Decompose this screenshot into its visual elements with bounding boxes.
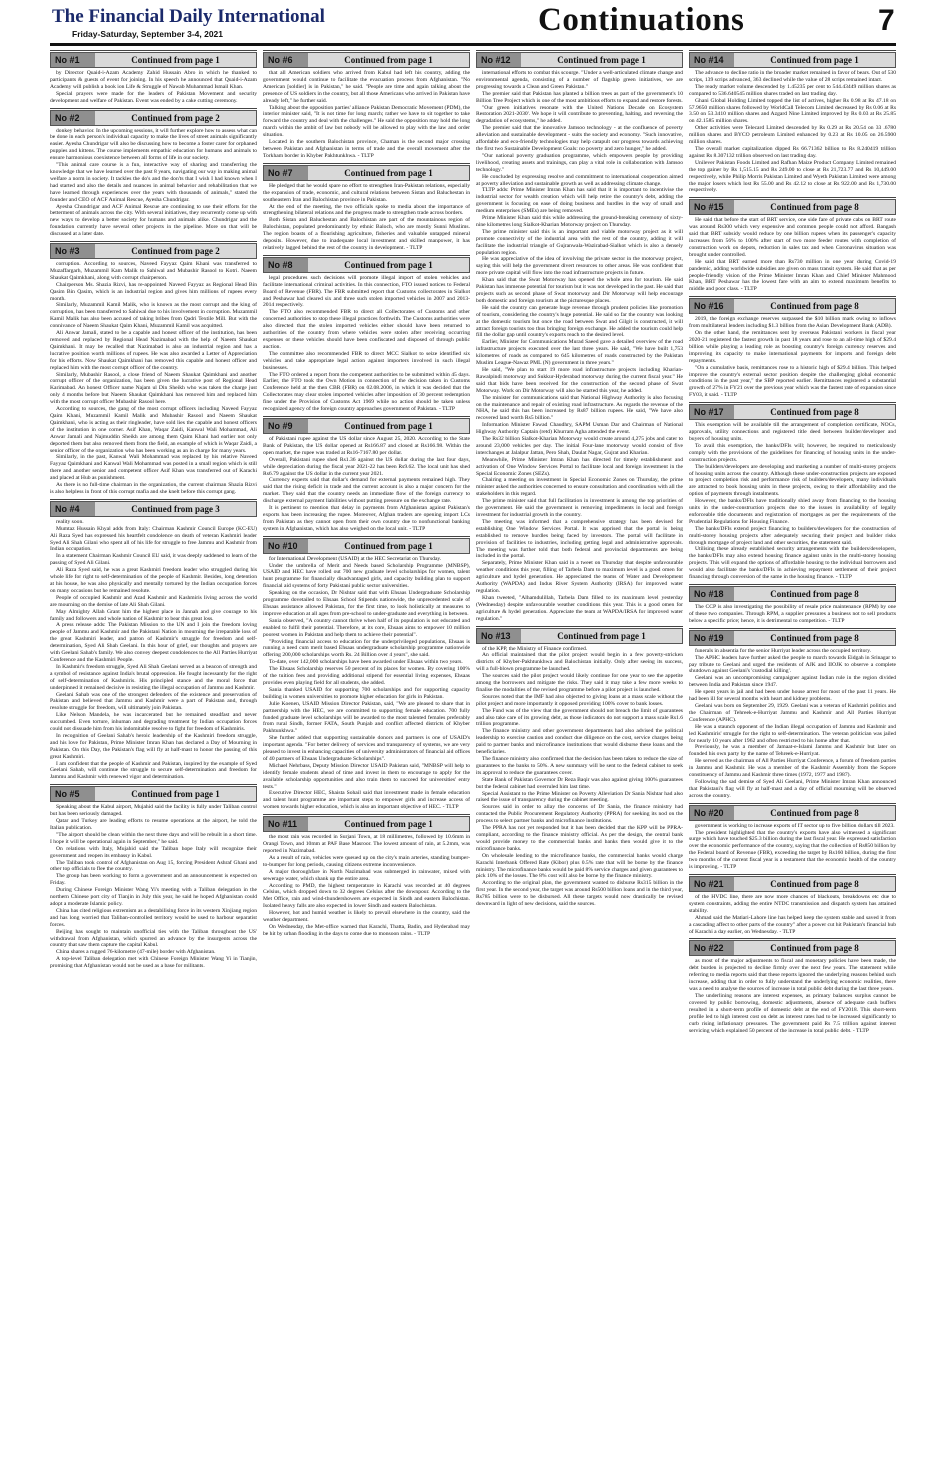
article-paragraph: Talking about the opposition parties' alliance Pakistan Democratic Movement (PDM), the interior minister said, "It is not time for long march; rather we have to sit together to take forward the country and deal with the challenges." He said the opposition may hold the long march within the ambit of law but nobody will be allowed to play with the law and order situation. [263,104,470,139]
article-paragraph: Chairperson Ms. Shazia Rizvi, has re-appointed Naveed Fayyaz as Regional Head Bin Qasim Bin Qasim, which is an industrial region and gives him millions of rupees every month. [50,281,257,302]
continuation-article [689,197,896,293]
article-paragraph: Other activities were Telecard Limited descended by Rs 0.29 at Rs 20.54 on 33 .6780 million shares and BYCO petroleum Limited enhanced by 0.23 at Rs 10.05 on 26.5900 million shares. [689,125,896,146]
article-paragraph: The committee also recommended FBR to direct MCC Sialkot to seize identified six vehicles and take appropriate legal action against importers involved in such illegal businesses. [263,350,470,371]
article-header [689,630,896,646]
continuation-article [689,296,896,399]
article-paragraph: The finance ministry also confirmed that the decision has been taken to reduce the size of guarantees to the banks to 50%. A new summary will be sent to the federal cabinet to seek its approval to reduce the guarantees cover. [476,756,683,776]
article-paragraph: On wholesale lending to the microfinance banks, the commercial banks would charge Karachi Interbank Offered Rate (Kibor) plus 0.5% rate that will be borne by the finance ministry. The microfinance banks would be paid 8% service charges and given guarantees to pick 10% of the losses. The 8% cost will also be borne by the finance ministry. [476,852,683,880]
continued-from-label: Continued from page 1 [521,53,682,67]
article-paragraph: He spent years in jail and had been under house arrest for most of the past 11 years. He had been ill for several months with heart and kidney problems. [689,689,896,703]
article-paragraph: People of occupied Kashmir and Azad Kashmir and Kashmiris living across the world are mourning on the demise of late Ali Shah Gilani. [50,594,257,608]
article-paragraph: Ahmad said the Matiari-Lahore line has helped keep the system stable and saved it from a cascading affect to other parts of the country" after a power cut hit Pakistan's financial hub of Karachi a day earlier, on Wednesday. - TLTP [689,914,896,935]
article-paragraph: Special prayers were made for the leaders of Pakistan Movement and security development and welfare of Pakistan. Event was ended by a cake cutting ceremony. [50,90,257,104]
article-body [263,70,470,160]
article-paragraph: This exemption will be available till the arrangement of completion certificate, NOCs, approvals, utility connections and registered title deed between builder/developer and buyers of housing units. [689,422,896,442]
article-paragraph: On the other hand, the remittances sent by overseas Pakistani workers in fiscal year 2020-21 registered the fastest growth in past 18 years and rose to an all-time high of $29.4 billion while playing a leading role as boosting country's foreign currency reserves and improving its capacity to make international payments for imports and foreign debt repayments. [689,330,896,364]
article-columns [50,50,896,1458]
article-header [689,586,896,602]
continued-from-label: Continued from page 8 [734,299,895,313]
article-paragraph: The PPRA has not yet responded but it has been decided that the KPP will be PPRA-compliant, according to the finance ministry official. As per the design, the central bank would provide money to the commercial banks and banks then would give it to the microfinance banks. [476,825,683,852]
article-body [50,519,257,781]
continuation-article [689,874,896,935]
article-paragraph: A top-level Taliban delegation met with Chinese Foreign Minister Wang Yi in Tianjin, promising that Afghanistan would not be used as a base for militants. [50,956,257,970]
article-paragraph: A press release adds: The Pakistan Mission to the UN and I join the freedom loving people of Jammu and Kashmir and the Pakistani Nation in mourning the irreparable loss of the great Kashmiri leader, and patron of Kashmir's struggle for freedom and self-determination, Syed Ali Shah Geelani. In this hour of grief, our thoughts and prayers are with Geelani Sahab's family. We also convey deepest condolences to the All Parties Hurriyat Conference and the Kashmiri People. [50,622,257,663]
article-paragraph: He said that BRT earned more than Rs730 million in one year during Covid-19 pandemic, adding worldwide subsidies are given on mass transit system. He said that as per people-friendly vision of the Prime Minister Imran Khan and Chief Minister Mahmood Khan, BRT Peshawar has the lowest fare with an aim to extend maximum benefits to middle and poor class. - TLTP [689,258,896,293]
article-body [689,604,896,625]
article-header [50,501,257,517]
article-paragraph: The FTO also recommended FBR to direct all Collectorates of Customs and other concerned authorities to stop these illegal practices forthwith. The Customs authorities were also directed that the stolen imported vehicles either should have been returned to authorities of the country from where vehicles were stolen after receiving occurring expenses or these vehicles should have been confiscated and disposed of through public auction. [263,309,470,350]
continuation-article [50,108,257,239]
article-paragraph: "Our green initiatives resonate with the United Nations Decade on Ecosystem Restoration 2021-2030'. We hope it will contribute to preventing, halting, and reversing the degradation of ecosystems," he added. [476,104,683,125]
article-paragraph: The minister for communications said that National Highway Authority is also focusing on the maintenance and repair of existing road infrastructure. As regards the revenue of the NHA, he said this has been increased by Rs87 billion rupees. He said, "We have also recovered land worth Rs5 billion." [476,394,683,422]
article-paragraph: Utilising these already established security arrangements with the builders/developers, the banks/DFIs may also extend housing finance against units in the multi-storey housing projects. This will expand the options of affordable housing to the individual borrowers and would also facilitate the banks/DFIs in achieving repayment settlement of their project financing through conversion of the same in the housing finance. - TLTP [689,546,896,581]
article-paragraph: legal procedures such decisions will promote illegal import of stolen vehicles and facilitate international criminal activities. In this connection, FTO issued notices to Federal Board of Revenue (FBR). The FBR submitted report that Customs collectorates in Sialkot and Peshawar had cleared six and three such stolen imported vehicles in 2007 and 2013-2014 respectively. [263,274,470,309]
continued-from-label: Continued from page 8 [734,877,895,891]
article-paragraph: Prime Minister Khan said this while addressing the ground-breaking ceremony of sixty-nine kilometres long Sialkot-Kharian Motorway project on Thursday. [476,215,683,228]
article-paragraph: He concluded by expressing resolve and commitment to international cooperation aimed at poverty alleviation and sustainable growth as well as addressing climate change. [476,173,683,187]
article-number: No #17 [690,405,734,419]
article-header [263,816,470,832]
article-paragraph: "The airport should be clean within the next three days and will be rebuilt in a short time. I hope it will be operational again in September," he said. [50,831,257,845]
continued-from-label: Continued from page 8 [734,200,895,214]
article-paragraph: However, hot and humid weather is likely to prevail elsewhere in the country, said the weather department. [263,910,470,924]
article-paragraph: Information Minister Fawad Chaudhry, SAPM Usman Dar and Chairman of National Highway Authority Captain (retd) Khurram Agha attended the event. [476,422,683,436]
continued-from-label: Continued from page 8 [734,806,895,820]
article-paragraph: the most rain was recorded in Surjani Town, at 18 millimetres, followed by 10.6mm in Orangi Town, and 10mm at PAF Base Masroor. The lowest amount of rain, at 5.2mm, was reported in Nazimabad. [263,834,470,854]
article-paragraph: Like Nelson Mandela, he was incarcerated but he remained steadfast and never succumbed. Even torture, inhuman and degrading treatment by Indian occupation forces could not dissuade him from his indomitable resolve to fight for freedom of Kashmiris. [50,712,257,733]
article-paragraph: On relations with Italy, Mujahid said the Taliban hope Italy will recognize their government and reopen its embassy in Kabul. [50,845,257,859]
article-paragraph: I am confident that the people of Kashmir and Pakistan, inspired by the example of Syed Geelani Sahab, will continue the struggle to secure self-determination and freedom for Jammu and Kashmir with renewed vigor and determination. [50,760,257,781]
article-paragraph: Meanwhile, Prime Minister Imran Khan has directed for timely establishment and activation of One Window Services Portal to facilitate local and foreign investment in the Special Economic Zones (SEZs). [476,456,683,477]
article-header [476,628,683,644]
article-body [476,70,683,623]
article-number: No #7 [264,166,308,180]
continuation-article [689,938,896,1034]
article-paragraph: Under the umbrella of Merit and Needs based Scholarship Programme (MNBSP), USAID and HEC have rolled out 700 new graduate level scholarships for women, talent hunt programme for financially disadvantaged girls, and capacity building plan to support financial aid systems of forty Pakistani public sector universities. [263,562,470,590]
continuation-article [689,402,896,581]
article-paragraph: Khan said that the Swat Motorway has opened the whole area for tourism. He said Pakistan has immense potential for tourism but it was not developed in the past. He said that projects such as second phase of Swat motorway and Dir Motorway will help encourage both domestic and foreign tourism at the picturesque places. [476,277,683,304]
article-paragraph: On Wednesday, the Met-office warned that Karachi, Thatta, Badin, and Hyderabad may be hit by urban flooding in the days to come due to monsoon rains. - TLTP [263,923,470,937]
article-paragraph: Michael Nehrbass, Deputy Mission Director USAID Pakistan said, "MNBSP will help to identify female students ahead of time and invest in them to encourage to apply for the available scholarship opportunities and also train them to succeed for universities' entry tests." [263,762,470,790]
continued-from-label: Continued from page 1 [308,258,469,272]
article-number: No #18 [690,587,734,601]
article-paragraph: Chairing a meeting on investment in Special Economic Zones on Thursday, the prime minister asked the authorities concerned to ensure consultation and coordination with all the stakeholders in this regard. [476,477,683,498]
article-number: No #20 [690,806,734,820]
article-number: No #14 [690,53,734,67]
article-header [50,243,257,259]
article-header [50,786,257,802]
article-paragraph: Sania observed, "A country cannot thrive when half of its population is not educated and enabled to fulfil their potential. Therefore, at its core, Ehsaas aims to empower 10 million poorest women in Pakistan and help them to achieve their potential". [263,617,470,638]
article-paragraph: China shares a rugged 76-kilometre (47-mile) border with Afghanistan. [56,949,216,956]
article-paragraph: Both Sistan and Baluchestan and Balochistan are part of the mountainous region of Balochistan, populated predominantly by ethnic Baloch, who are mostly Sunni Muslims. The region boasts of a flourishing agriculture, fisheries and valuable untapped mineral deposits. However, due to inadequate local investment and skilled manpower, it has relatively lagged behind the rest of the country in development. - TLTP [263,217,470,251]
article-paragraph: Separately, Prime Minister Khan said in a tweet on Thursday that despite unfavourable weather conditions this year, filling of Tarbela Dam to maximum level is a good omen for agriculture and hydel generation. He appreciated the teams of Water and Development Authority (WAPDA) and Indus River System Authority (IRSA) for improved water regulation. [476,560,683,594]
article-paragraph: Ghani Global Holding Limited topped the list of actives, higher Rs 0.98 at Rs 47.18 on 57.9650 million shares followed by WorldCall Telecom Limited decreased by Rs 0.06 at Rs 3.50 on 53.3410 million shares and Azgard Nine Limited improved by Rs 0.03 at Rs 25.85 on 42.1585 million shares. [689,97,896,125]
article-body [50,804,257,970]
article-paragraph: Ali Raza Syed said, he was a great Kashmiri freedom leader who struggled during his whole life for right to self-determination of the people of Kashmir. Besides, long detention at his house, he was also physically and mentally tortured by the Indian occupation forces on many occasions but he remained resolute. [50,567,257,594]
continuation-article [476,626,683,908]
article-paragraph: as most of the major adjustments to fiscal and monetary policies have been made, the debt burden is projected to decline firmly over the next few years. The statement while referring to media reports said that these reports ignored the underlying reasons behind such increase, adding that in order to fully understand the underlying economic realities, there was a need to analyse the sources of increase in total public debt during the last three years. [689,958,896,993]
article-paragraph: government is working to increase exports of IT sector up to five billion dollars till 2023. [695,822,895,829]
article-body [50,70,257,105]
article-number: No #11 [264,817,308,831]
continued-from-label: Continued from page 1 [308,53,469,67]
article-paragraph: Speaking on the occasion, Dr Nishtar said that with Ehsaas Undergraduate Scholarship programme dovetailed to Ehsaas School Stipends nationwide, the unprecedented scale of Ehsaas assistance allowed Pakistan, for the first time, to look holistically at measures to improve education at all ages from pre-school to under-graduate and everything in between. [263,590,470,617]
article-paragraph: The FTO ordered a report from the competent authorities to be submitted within 45 days. Earlier, the FTO took the Own Motion in connection of the decision taken in Customs Conference held at the then CBR (FBR) on 02.08.2006, in which it was decided that the Collectorates may clear stolen imported vehicles after imposition of 30 percent redemption fine under the Provision of Customs Act 1969 while no action should be taken unless recognized agency of the foreign country approaches government of Pakistan. - TLTP [263,371,470,413]
article-paragraph: He said, "We plan to start 19 more road infrastructure projects including Kharian-Rawalpindi motorway and Sukkur-Hyderabad motorway during the current fiscal year." He said that bids have been received for the construction of the second phase of Swat Motorway. Work on Dir Motorway will also be started this year, he added. [476,366,683,394]
article-paragraph: During Chinese Foreign Minister Wang Yi's meeting with a Taliban delegation in the northern Chinese port city of Tianjin in July this year, he said he hoped Afghanistan could adopt a moderate Islamic policy. [50,887,257,907]
article-body [263,275,470,413]
continuation-article [50,499,257,781]
article-paragraph: "Providing financial access to education for the underprivileged populations, Ehsaas is running a need cum merit based Ehsaas undergraduate scholarship programme nationwide offering 200,000 scholarships worth Rs. 24 Billion over 4 years", she said. [263,638,470,659]
article-body [689,316,896,399]
article-paragraph: The Ehsaas Scholarship reserves 50 percent of its places for women. By covering 100% of the tuition fees and providing additional stipend for essential living expenses, Ehsaas provides even playing field for all students, she added. [263,666,470,686]
article-paragraph: The Taliban took control of Afghanistan on Aug 15, forcing President Ashraf Ghani and other top officials to flee the country. [50,859,257,873]
column-1 [50,50,257,1458]
article-paragraph: As a result of rain, vehicles were queued up on the city's main arteries, standing bumper-to-bumper for long periods, causing citizens extreme inconvenience. [263,854,470,868]
article-paragraph: "On a cumulative basis, remittances rose to a historic high of $29.4 billion. This helped improve the country's external sector position despite the challenging global economic conditions in the past year," the SBP reported earlier. Remittances registered a substantial growth of 27% in FY21 over the previous year which was the fastest rate of expansion since FY03, it said. - TLTP [689,364,896,399]
article-paragraph: China has cited religious extremism as a destabilising force in its western Xinjiang region and has long worried that Taliban-controlled territory would be used to harbour separatist forces. [50,907,257,928]
article-paragraph: According to the original plan, the government wanted to disburse Rs315 billion in the first year. In the second year, the target was around Rs500 billion loans and in the third year, Rs785 billion were to be disbursed. All these targets would now drastically be revised downward in light of new decisions, said the sources. [476,880,683,908]
article-paragraph: The sources said the pilot project would likely continue for one year to see the appetite among the borrowers and mitigate the risks. They said it may take a few more weeks to finalise the modalities of the revised programme before a pilot project is launched. [476,673,683,693]
continuation-article [476,50,683,623]
column-2 [263,50,470,1458]
article-body [689,823,896,871]
article-number: No #15 [690,200,734,214]
article-paragraph: The Rs32 billion Sialkot-Kharian Motorway would create around 4,275 jobs and cater to around 23,000 vehicles per day. The initial Four-lane motorway would consist of five interchanges at Jalalpur Jattan, Pero Shah, Daulat Nagar, Gujrat and Kharian. [476,436,683,456]
article-paragraph: funerals in absentia for the senior Hurriyat leader across the occupied territory. [695,647,872,654]
article-paragraph: 2019, the foreign exchange reserves surpassed the $10 billion mark owing to inflows from multilateral lenders including $1.3 billion from the Asian Development Bank (ADB). [689,316,896,330]
continuation-article [50,50,257,105]
continuation-article [263,814,470,938]
article-header [689,876,896,892]
column-3 [476,50,683,1458]
article-number: No #5 [51,787,95,801]
continued-from-label: Continued from page 1 [308,166,469,180]
article-paragraph: She further added that supporting sustainable donors and partners is one of USAID's important agenda. "For better delivery of services and transparency of systems, we are very pleased to invest in enhancing capacities of university administrators of financial aid offices of 40 partners of Ehsaas Undergraduate Scholarships". [263,735,470,762]
article-paragraph: Julie Koenen, USAID Mission Director Pakistan, said, "We are pleased to share that in partnership with the HEC, we are committed to supporting female education. 700 fully funded graduate level scholarships will be awarded to the most talented females preferably from rural Sindh, former FATA, South Punjab and conflict affected districts of Khyber Pakhtunkhwa." [263,700,470,735]
article-number: No #22 [690,941,734,955]
article-header [689,298,896,314]
article-paragraph: Unilever Pakistan Foods Limited and Rafhan Maize Product Company Limited remained the top gainer by Rs 1,515.15 and Rs 249.00 to close at Rs 21,723.77 and Rs 10,449.00 respectively, while Philip Morris Pakistan Limited and Wyeth Pakistan Limited were among the major losers which lost Rs 55.00 and Rs 42.12 to close at Rs 922.00 and Rs 1,730.00 respectively. [689,159,896,194]
article-paragraph: Geelani was born on September 29, 1929. Geelani was a veteran of Kashmiri politics and the Chairman of Tehreek-e-Hurriyat Jammu and Kashmir and All Parties Hurriyat Conference (APHC). [689,702,896,723]
article-body [689,70,896,194]
article-paragraph: corruption. According to sources, Naveed Fayyaz Qaim Khani was transferred to Muzaffargarh, Muzammil Kam Malik to Sahiwal and Mubashir Rasool to Kotri. Naeem Shaukat Qaimkhani, along with corrupt chairperson. [50,261,257,281]
article-paragraph: for International Development (USAID) at the HEC Secretariat on Thursday. [269,555,442,562]
header-rule [50,43,896,46]
article-number: No #2 [51,111,95,125]
article-paragraph: Qatar and Turkey are leading efforts to resume operations at the airport, he told the Italian publication. [50,818,257,831]
article-paragraph: Currency experts said that dollar's demand for external payments remained high. They said that the rising deficit in trade and the current account is also a major concern for the market. They said that the country needs an immediate flow of the foreign currency to discharge external payment liabilities without putting pressure on the exchange rate. [263,477,470,505]
article-paragraph: The meeting was informed that a comprehensive strategy has been devised for establishing One Window Services Portal. It was apprised that the portal is being established to remove hurdles being faced by investors. The portal will facilitate in provision of facilities to industries, including getting legal and administrative approvals. The meeting was further told that both federal and provincial departments are being included in the portal. [476,518,683,560]
continued-from-label: Continued from page 2 [95,111,256,125]
article-paragraph: Similarly, Mubashir Rasool, a close friend of Naeem Shaukat Qaimkhani and another corrupt officer of the organization, has been given the lucrative post of Regional Head Karimabad. An honest Officer name Najam ul Din Sheikh who was taken the charge just only 4 months before but Naeem Shaukat Qaimkhani has removed him and replaced him with the most corrupt officer Mubashir Rasool here. [50,371,257,406]
continued-from-label: Continued from page 1 [308,539,469,553]
article-body [263,183,470,252]
continuation-article [263,416,470,533]
article-body [263,834,470,938]
article-header [263,257,470,273]
article-body [689,422,896,581]
article-paragraph: Beijing has sought to maintain unofficial ties with the Taliban throughout the US' withdrawal from Afghanistan, which spurred an advance by the insurgents across the country that saw them capture the capital Kabul. [50,928,257,949]
continued-from-label: Continued from page 1 [308,419,469,433]
article-paragraph: He pledged that he would spare no effort to strengthen Iran-Pakistan relations, especially the expansion of trade, economic, and cultural relations between Sistan and Baluchestan in southeastern Iran and Balochistan province in Pakistan. [263,182,470,203]
continuation-article [50,784,257,970]
article-body [689,217,896,293]
article-paragraph: "This animal care course is a fun, interactive way of sharing and transferring the knowledge that we have learned over the past 8 years, navigating our way in making animal welfare a norm in society. It tackles the do's and the don'ts that I wish I had known when I had started and also the details and nuances in animal behavior and rehabilitation that we have learned through experiences over the years with thousands of animals," stated the founder and CEO of ACF Animal Rescue, Ayesha Chundrigar. [50,162,257,203]
article-body [263,556,470,812]
continued-from-label: Continued from page 8 [734,587,895,601]
article-paragraph: The builders/developers are developing and marketing a number of multi-storey projects of housing units across the country. Although these under-construction projects are exposed to project completion risk and performance risk of builders/developers, many individuals are attracted to book housing units in these projects, owing to their affordability and the option of payments through instalments. [689,463,896,498]
article-paragraph: In recognition of Geelani Sahab's heroic leadership of the Kashmiri freedom struggle, and his love for Pakistan, Prime Minister Imran Khan has declared a Day of Mourning in Pakistan. On this Day, the Pakistan's flag will fly at half-mast to honor the passing of this great Kashmiri. [50,732,257,760]
continuation-article [263,536,470,812]
article-paragraph: Similarly, Muzammil Kamil Malik, who is known as the most corrupt and the king of corruption, has been transferred to Sahiwal due to his involvement in corruption. Muzammil Kamil Malik has also been accused of taking bribes from Qadri Textile Mill. But with the connivance of Naeem Shaukat Qaim Khani, Muzammil Kamil was acquitted. [50,302,257,330]
article-paragraph: Ali Anwar Jamali, stated to be a capable and honest officer of the institution, has been removed and replaced by Regional Head Nazimabad with the help of Naeem Shaukat Qaimkhani. It may be recalled that Nazimabad is also an industrial region and has a lucrative position worth millions of rupees. He was also awarded a Letter of Appreciation for his efforts. Now Shaukat Qaimkhani has removed this capable and honest officer and replaced him with the most corrupt officer of the country. [50,330,257,371]
article-number: No #16 [690,299,734,313]
article-paragraph: Earlier, Minister for Communications Murad Saeed gave a detailed overview of the road infrastructure projects executed over the last three years. He said, "We have built 1,753 kilometres of roads as compared to 645 kilometres of roads constructed by the Pakistan Muslim League-Nawaz PML (N) government in three years." [476,339,683,367]
article-paragraph: It is pertinent to mention that delay in payments from Afghanistan against Pakistan's exports has been increasing the rupee. Moreover, Afghan traders are opening import LCs from Pakistan as they cannot open from their own country due to nonfunctional banking system in Afghanistan, which has also weighed on the local unit. - TLTP [263,505,470,532]
article-paragraph: reality soon. [56,518,84,525]
article-paragraph: The CCP is also investigating the possibility of resale price maintenance (RPM) by one of these two companies. Through RPM, a supplier pressures a business not to sell products below a specific price; hence, it is detrimental to competition. - TLTP [689,604,896,624]
article-paragraph: As there is no full-time chairman in the organization, the current chairman Shazia Rizvi is also helpless in front of this corrupt mafia and she knelt before this corrupt gang. [50,482,257,495]
article-paragraph: In Kashmir's freedom struggle, Syed Ali Shah Geelani served as a beacon of strength and a symbol of resistance against India's brutal oppression. He fought incessantly for the right of self-determination of Kashmiris. His principled stance and the moral force that underpinned it remained decisive in resisting the illegal occupation of Jammu and Kashmir. [50,663,257,691]
article-paragraph: of the KPP, the Ministry of Finance confirmed. [482,645,588,652]
article-paragraph: The finance ministry and other government departments had also advised the political leadership to exercise caution and conduct due diligence on the cost, service charges being paid to partner banks and microfinance institutions that would disburse these loans and the beneficiaries. [476,728,683,756]
article-paragraph: Similarly, in the past, Kanwal Wali Mohammad was replaced by his relative Naveed Fayyaz Qaimkhani and Kanwal Wali Mohammad was posted in a small region which is still there and another senior and competent officer Asif Khan was transferred out of Karachi and placed at Hub as punishment. [50,454,257,482]
article-body [263,436,470,533]
article-paragraph: Khan tweeted, "Alhamdulillah, Tarbela Dam filled to its maximum level yesterday (Wednesday) despite unfavourable weather conditions this year. This is a good omen for agriculture & hydel generation. Appreciate the team at WAPDA/IRSA for improved water regulation." [476,594,683,622]
continuation-article [689,628,896,800]
article-paragraph: Executive Director HEC, Shaista Sohail said that investment made in female education and talent hunt programme are important steps to empower girls and increase access of women towards higher education, which is also an important objective of HEC. - TLTP [263,790,470,811]
article-paragraph: He said that before the start of BRT service, one side fare of private cabs on BRT route was around Rs300 which very expensive and common people could not afford. Bangash said that BRT subsidy would reduce by one billion rupees when its passenger's capacity increases from 56% to 100% after start of two more feeder routes with completion of construction work on depots, reduction in sales tax and when Coronavirus situation was brought under controlled. [689,217,896,258]
article-paragraph: Mumtaz Hussain Khyal adds from Italy: Chairman Kashmir Council Europe (KC-EU) Ali Raza Syed has expressed his heartfelt condolence on death of veteran Kashmiri leader Syed Ali Shah Gilani who spent all of his life for struggle to free Jammu and Kashmir from Indian occupation. [50,525,257,553]
article-header [689,404,896,420]
article-paragraph: of the HVDC line, there are now more chances of blackouts, breakdowns etc due to system constraints, adding the entire NTDC transmission and dispatch system has attained stability. [689,894,896,914]
article-number: No #9 [264,419,308,433]
article-number: No #10 [264,539,308,553]
article-paragraph: The banks/DFIs extend project financing to builders/developers for the construction of multi-storey housing projects after adequately securing their project and builder risks through mortgage of project land and other securities, the statement said. [689,525,896,546]
article-header [476,52,683,68]
article-header [50,52,257,68]
article-number: No #1 [51,53,95,67]
article-paragraph: The group has been working to form a government and an announcement is expected on Friday. [50,873,257,887]
article-paragraph: He was appreciative of the idea of involving the private sector in the motorway project, saying this will help the government divert resources to other areas. He was confident that more private capital will flow into the road infrastructure projects in future. [476,256,683,277]
article-paragraph: TLTP adds: Prime Minister Imran Khan has said that it is important to incentivise the industrial sector for wealth creation which will help retire the country's debt, adding the government is focusing on ease of doing business and hurdles in the way of small and medium enterprises (SMEs) are being removed. [476,187,683,215]
article-paragraph: He served as the chairman of All Parties Hurriyat Conference, a forum of freedom parties in Jammu and Kashmir. He was a member of the Kashmir Assembly from the Sopore constituency of Jammu and Kashmir three times (1972, 1977 and 1987). [689,758,896,779]
article-paragraph: The Fund was of the view that the government should not breach the limit of guarantees and also take care of its growing debt, as those indicators do not support a mass scale Rs1.6 trillion programme. [476,707,683,728]
article-paragraph: Geelani Sahab was one of the strongest defenders of the existence and preservation of Pakistan and believed that Jammu and Kashmir were a part of Pakistan and, through resolute struggle for freedom, will ultimately join Pakistan. [50,691,257,712]
article-paragraph: At the end of the meeting, the two officials spoke to media about the importance of strengthening bilateral relations and the progress made to strengthen trade across borders. [263,203,470,217]
article-paragraph: Overall, Pakistani rupee shed Rs1.36 against the US dollar during the last four days, while depreciation during the fiscal year 2021-22 has been Rs9.62. The local unit has shed Rs6.79 against the US dollar in the current year 2021. [263,456,470,477]
article-paragraph: In a statement Chairman Kashmir Council EU said, it was deeply saddened to learn of the passing of Syed Ali Gilani. [50,553,257,567]
article-paragraph: The advance to decline ratio in the broader market remained in favor of bears. Out of 530 scrips, 139 scrips advanced, 363 declined while the value of 28 scrips remained intact. [689,70,896,83]
article-number: No #8 [264,258,308,272]
article-paragraph: Sources said in order to allay the concerns of Dr Sania, the finance ministry had contacted the Public Procurement Regulatory Authority (PPRA) for seeking its nod on the process to select partner banks and microfinance institutions. [476,804,683,825]
article-paragraph: An official maintained that the pilot project would begin in a few poverty-stricken districts of Khyber-Pakhtunkhwa and Balochistan initially. Only after seeing its success, will a full-blown programme be launched. [476,652,683,673]
article-body [50,261,257,496]
article-number: No #6 [264,53,308,67]
article-paragraph: Ayesha Chundrigar and ACF Animal Rescue are continuing to use their efforts for the betterment of animals across the city. With several initiatives, they recurrently come up with new ways to develop a better society for humans and animals alike. Chundrigar and the foundation currently have several other projects in the pipeline. More on that will be discussed at a later date. [50,203,257,238]
continued-from-label: Continued from page 1 [734,53,895,67]
section-title: Continuations [538,2,745,38]
article-paragraph: Located in the southern Balochistan province, Chaman is the second major crossing between Pakistan and Afghanistan in terms of trade and the overall movement after the Torkham border in Khyber Pakhtunkhwa. - TLTP [263,139,470,159]
continued-from-label: Continued from page 2 [95,244,256,258]
continued-from-label: Continued from page 1 [95,53,256,67]
article-header [689,52,896,68]
article-paragraph: Sania thanked USAID for supporting 700 scholarships and for supporting capacity building in women universities to promote higher education for girls in Pakistan. [263,686,470,700]
article-header [689,940,896,956]
article-paragraph: The overall market capitalization dipped Rs 66.71362 billion to Rs 8.240419 trillion against Rs 8.307132 trillion observed on last trading day. [689,145,896,159]
article-paragraph: To avail this exemption, the banks/DFIs will; however, be required to meticulously comply with the provisions of the guidelines for financing of housing units in the under-construction projects. [689,442,896,463]
continuation-article [263,255,470,413]
article-paragraph: Speaking about the Kabul airport, Mujahid said the facility is fully under Taliban control but has been seriously damaged. [50,804,257,818]
article-paragraph: Following the sad demise of Syed Ali Geelani, Prime Minister Imran Khan announced that Pakistani's flag will fly at half-mast and a day of official mourning will be observed across the country. [689,778,896,799]
column-4 [689,50,896,1458]
article-number: No #12 [477,53,521,67]
article-paragraph: However, the banks/DFIs have traditionally shied away from financing to the housing units in the under-construction projects due to the issues in availability of legally enforceable title documents and registration of mortgages as per the requirements of the Prudential Regulations for Housing Finance. [689,498,896,525]
article-paragraph: The APHC leaders have further asked the people to march towards Eidgah in Srinagar to pay tribute to Geelani and urged the residents of AJK and IIOJK to observe a complete shutdown against Geelani's 'custodial killing'. [689,654,896,675]
article-paragraph: To-date, over 142,000 scholarships have been awarded under Ehsaas within two years. [269,659,463,666]
article-paragraph: He was a staunch opponent of the Indian illegal occupation of Jammu and Kashmir and led Kashmiris' struggle for the right to self-determination. The veteran politician was jailed for nearly 10 years after 1962 and often restricted to his home after that. [689,723,896,744]
article-number: No #21 [690,877,734,891]
continued-from-label: Continued from page 8 [734,941,895,955]
continuation-article [263,163,470,252]
continued-from-label: Continued from page 1 [308,817,469,831]
continuation-article [689,803,896,871]
article-header [263,52,470,68]
article-body [689,894,896,935]
newspaper-name: The Financial Daily International [52,6,325,27]
masthead [0,0,945,44]
article-header [263,538,470,554]
article-paragraph: of Pakistani rupee against the US dollar since August 25, 2020. According to the State Bank of Pakistan, the US dollar opened at Rs166.87 and closed at Rs166.98. Within the open market, the rupee was traded at Rs16-7167.80 per dollar. [263,435,470,456]
article-paragraph: donkey behavior. In the upcoming sessions, it will further explore how to assess what can be done in each person's individual capacity to make the lives of street animals significantly easier. Ayesha Chundrigar will also be discussing how to become a foster carer for orphaned puppies and kittens. The course implements empathic education for humans and animals to ensure harmonious coexistence between all forms of life in our society. [50,127,257,162]
article-paragraph: The underlining reasons are interest expenses, as primary balances surplus cannot be covered by public borrowing, domestic adjustments, absence of adequate cash buffers resulted in a short-term profile of domestic debt at the end of FY2018. This short-term profile led to high interest cost on debt as interest rates had to be increased significantly to curb rising inflationary pressures. The government paid Rs 7.5 trillion against interest servicing which explained 50 percent of the increase in total public debt. - TLTP [689,992,896,1034]
continuation-article [50,241,257,496]
article-paragraph: A major thoroughfare in North Nazimabad was submerged in rainwater, mixed with sewerage water, which shank up the entire area. [263,868,470,882]
article-paragraph: The prime minister said that full facilitation in investment is among the top priorities of the government. He said the government is removing impediments in local and foreign investment for industrial growth in the country. [476,498,683,518]
continued-from-label: Continued from page 1 [521,629,682,643]
article-header [263,418,470,434]
article-paragraph: The prime minister said this is an important and viable motorway project as it will promote connectivity of the industrial area with the rest of the country, adding it will facilitate the industrial triangle of Gujranwala-Wazirabad-Sialkot which is also a densely population region. [476,228,683,256]
article-header [689,199,896,215]
article-paragraph: Special Assistant to the Prime Minister on Poverty Alleviation Dr Sania Nishtar had also raised the issue of transparency during the cabinet meeting. [476,790,683,804]
article-paragraph: The premier said that the innovative Jamsoo technology - at the confluence of poverty alleviation and sustainable development - suits the society and economy. "Such innovative, affordable and eco-friendly technologies may help catapult our progress towards achieving the first two Sustainable Development Goals: no poverty and zero hunger," he added. [476,125,683,152]
article-paragraph: "Our national poverty graduation programme, which empowers people by providing livelihood, creating assets and trainings, can play a vital role in collaboration with Jamsoo technology." [476,152,683,173]
article-header [50,110,257,126]
continuation-article [263,50,470,160]
article-paragraph: The premier said that Pakistan has planted a billion trees as part of the government's 10 Billion Tree Project which is one of the most ambitious efforts to expand and restore forests. [476,90,683,104]
article-paragraph: The president highlighted that the country's exports have also witnessed a significant surge which have touched $25.3 billion during the last fiscal year. He expressed satisfaction over the economic performance of the country, saying that the collection of Rs850 billion by the Federal board of Revenue (FBR), exceeding the target by Rs160 billion, during the first two months of the current fiscal year is a testament that the economic health of the country is improving. - TLTP [689,829,896,871]
article-number: No #13 [477,629,521,643]
article-number: No #4 [51,502,95,516]
article-number: No #19 [690,631,734,645]
article-paragraph: Geelani was an uncompromising campaigner against Indian rule in the region divided between India and Pakistan since 1947. [689,675,896,689]
continued-from-label: Continued from page 8 [734,631,895,645]
continued-from-label: Continued from page 8 [734,405,895,419]
article-number: No #3 [51,244,95,258]
article-header [263,165,470,181]
article-paragraph: Previously, he was a member of Jamaat-e-Islami Jammu and Kashmir but later on founded his own party by the name of Tehreek-e-Hurriyat. [689,744,896,758]
continuation-article [689,584,896,625]
article-paragraph: According to PMD, the highest temperature in Karachi was recorded at 40 degrees Celsius, which dropped down to 32 degrees Celsius after the downpour. According to the Met Office, rain and wind-thundershowers are expected in Sindh and eastern Balochistan. Isolated heavy falls are also expected in lower Sindh and eastern Balochistan. [263,882,470,910]
article-body [476,646,683,908]
article-body [689,648,896,800]
article-paragraph: He said the country can generate huge revenue through prudent policies like promotion of tourism, considering the country's huge potential. He said so far the country was looking at the domestic tourism but once the road between Swat and Gilgit is constructed, it will attract foreign tourists too thus bringing foreign exchange. He added the tourism could help fill the dollar gap until country's exports reach to the desired level. [476,304,683,339]
continuation-article [689,50,896,194]
article-paragraph: international efforts to combat this scourge. "Under a well-articulated climate change and environmental agenda, consisting of a number of flagship green initiatives, we are progressing towards a Clean and Green Pakistan." [476,70,683,90]
article-body [50,128,257,239]
article-paragraph: by Director Quaid-i-Azam Academy Zahid Hussain Abro in which he thanked to participants & guests of event for joining. In his speech he announced that Quaid-i-Azam Academy will publish a book ion Life & Struggle of Nawab Muhammad Ismail Khan. [50,70,257,90]
continued-from-label: Continued from page 1 [95,787,256,801]
continued-from-label: Continued from page 3 [95,502,256,516]
article-paragraph: that all American soldiers who arrived from Kabul had left his country, adding the government would continue to facilitate the evacuation process from Afghanistan. "No American [soldier] is in Pakistan," he said. "People are time and again talking about the presence of US soldiers in the country, but all those Americans who arrived in Pakistan have already left," he further said. [263,70,470,104]
publication-date: Friday-Saturday, September 3-4, 2021 [72,29,224,39]
article-paragraph: State Bank of Pakistan Governor Dr Reza Baqir was also against giving 100% guarantees but the federal cabinet had overruled him last time. [476,776,683,790]
article-paragraph: According to sources, the gang of the most corrupt officers including Naveed Fayyaz Qaim Khani, Muzammil Kamil Malik and Mubashir Rasool and Naeem Shaukat Qaimkhani, who is acting as their ringleader, have sold lies the capable and honest officers of the institution in one corner. Asif Khan, Waqar Zaidi, Kanwal Wali Mohammad, Ali Anwar Jamali and Najmuddin Sheikh are among them Qaim Khani had earlier not only deported them but also removed them from the field, an example of which is Waqar Zaidi, a senior officer of the organization who has been working as an in charge for many years. [50,406,257,454]
article-header [689,805,896,821]
article-paragraph: May Almighty Allah Grant him the highest place in Jannah and give courage to his family and followers and whole nation of Kashmir to bear this great loss. [50,608,257,622]
article-paragraph: The ready market volume descended by 1.45235 per cent to 544.43449 million shares as compared to 536.640545 million shares traded on last trading day. [689,83,896,97]
article-body [689,958,896,1034]
page-number: 7 [878,4,895,37]
article-paragraph: Sources noted that the IMF had also objected to giving loans at a mass scale without the pilot project and more importantly it opposed providing 100% cover to bank losses. [476,693,683,707]
